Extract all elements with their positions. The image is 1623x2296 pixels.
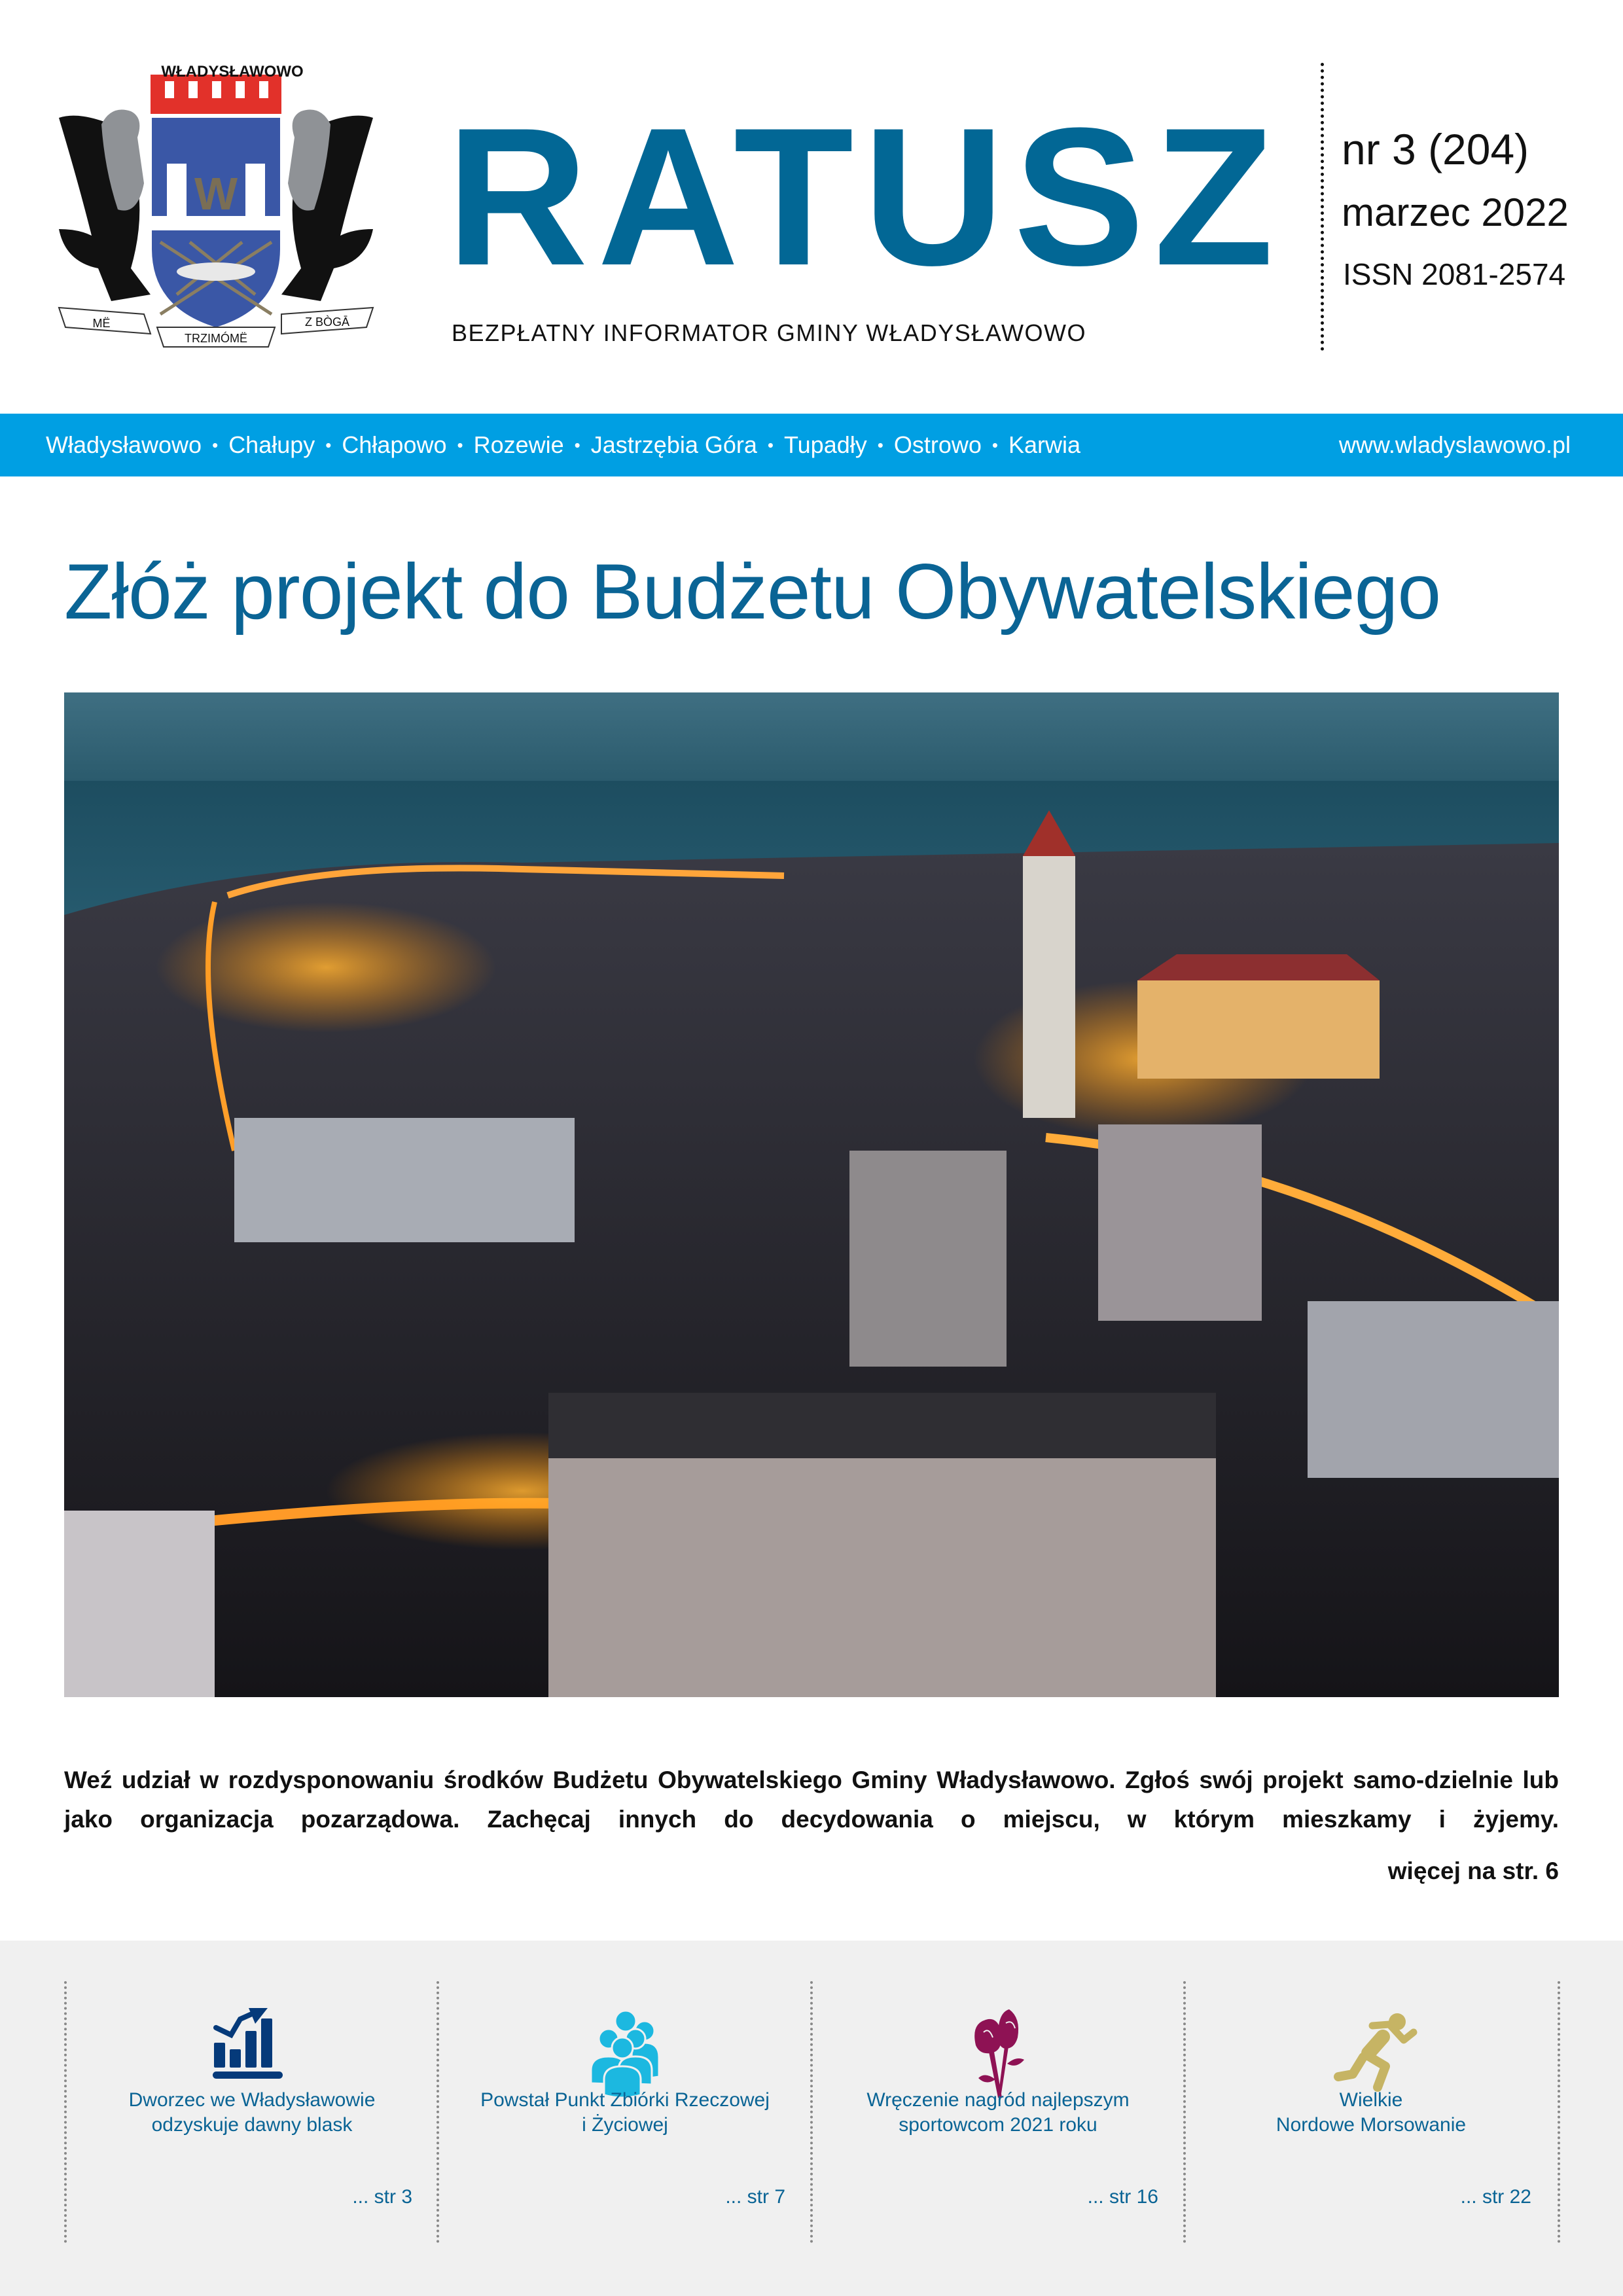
- separator-dot: •: [767, 435, 774, 455]
- teaser-divider: [1558, 1981, 1560, 2243]
- teaser-page-ref: ... str 3: [352, 2186, 412, 2208]
- locality: Tupadły: [784, 431, 867, 458]
- teaser-item[interactable]: [1185, 1941, 1558, 2296]
- locality: Rozewie: [473, 431, 564, 458]
- teaser-title-line: Powstał Punkt Zbiórki Rzeczowej: [480, 2089, 770, 2111]
- teaser-item[interactable]: [438, 1941, 812, 2296]
- teaser-title-line: Dworzec we Władysławowie: [128, 2089, 376, 2111]
- separator-dot: •: [457, 435, 463, 455]
- coat-of-arms-logo: [39, 52, 393, 353]
- localities-list: [46, 414, 1080, 476]
- separator-dot: •: [877, 435, 883, 455]
- cover-headline: Złóż projekt do Budżetu Obywatelskiego: [64, 548, 1441, 636]
- teaser-title: [1185, 2088, 1558, 2138]
- teaser-page-ref: ... str 22: [1460, 2186, 1531, 2208]
- localities-bar: [0, 414, 1623, 476]
- separator-dot: •: [325, 435, 332, 455]
- teaser-title-line: i Życiowej: [582, 2114, 668, 2136]
- teaser-title-line: sportowcom 2021 roku: [899, 2114, 1097, 2136]
- teaser-title-line: odzyskuje dawny blask: [151, 2114, 353, 2136]
- separator-dot: •: [991, 435, 999, 455]
- svg-text:W: W: [194, 168, 238, 219]
- locality: Władysławowo: [46, 431, 202, 458]
- teaser-title: [438, 2088, 812, 2138]
- teaser-title: [812, 2088, 1185, 2138]
- more-link[interactable]: więcej na str. 6: [1387, 1857, 1559, 1884]
- locality: Jastrzębia Góra: [590, 431, 757, 458]
- crest-motto-center: TRZIMÓMË: [185, 332, 247, 345]
- issn: ISSN 2081-2574: [1343, 257, 1566, 291]
- issue-number: nr 3 (204): [1342, 125, 1529, 173]
- teasers-panel: [0, 1941, 1623, 2296]
- locality: Karwia: [1008, 431, 1081, 458]
- crest-motto-right: Z BÒGĀ: [304, 315, 350, 329]
- teaser-item[interactable]: [812, 1941, 1185, 2296]
- lead-paragraph: Weź udział w rozdysponowaniu środków Budżetu Obywatelskiego Gminy Władysławowo. Zgłoś swój projekt samo-dzielnie lub jako organizacja pozarządowa. Zachęcaj innych do decydowania o miejscu, w którym mieszkamy i żyjemy.: [64, 1767, 1559, 1833]
- teaser-page-ref: ... str 16: [1087, 2186, 1158, 2208]
- website-link[interactable]: www.wladyslawowo.pl: [1338, 431, 1571, 458]
- header-divider: [1321, 63, 1324, 351]
- locality: Ostrowo: [893, 431, 982, 458]
- issue-date: marzec 2022: [1342, 190, 1569, 234]
- teaser-title-line: Wielkie: [1339, 2089, 1403, 2111]
- crest-motto-left: MË: [92, 317, 111, 330]
- teaser-title-line: Wręczenie nagród najlepszym: [866, 2089, 1130, 2111]
- separator-dot: •: [212, 435, 219, 455]
- masthead-subtitle: BEZPŁATNY INFORMATOR GMINY WŁADYSŁAWOWO: [452, 319, 1086, 346]
- teaser-title: [65, 2088, 438, 2138]
- locality: Chłapowo: [342, 431, 447, 458]
- masthead-title: RATUSZ: [446, 86, 1283, 306]
- teaser-item[interactable]: [65, 1941, 438, 2296]
- crest-town-name: WŁADYSŁAWOWO: [161, 63, 304, 81]
- locality: Chałupy: [228, 431, 315, 458]
- teaser-title-line: Nordowe Morsowanie: [1275, 2114, 1467, 2136]
- teaser-page-ref: ... str 7: [725, 2186, 785, 2208]
- cover-photo-town-at-night: [64, 692, 1559, 1697]
- separator-dot: •: [574, 435, 580, 455]
